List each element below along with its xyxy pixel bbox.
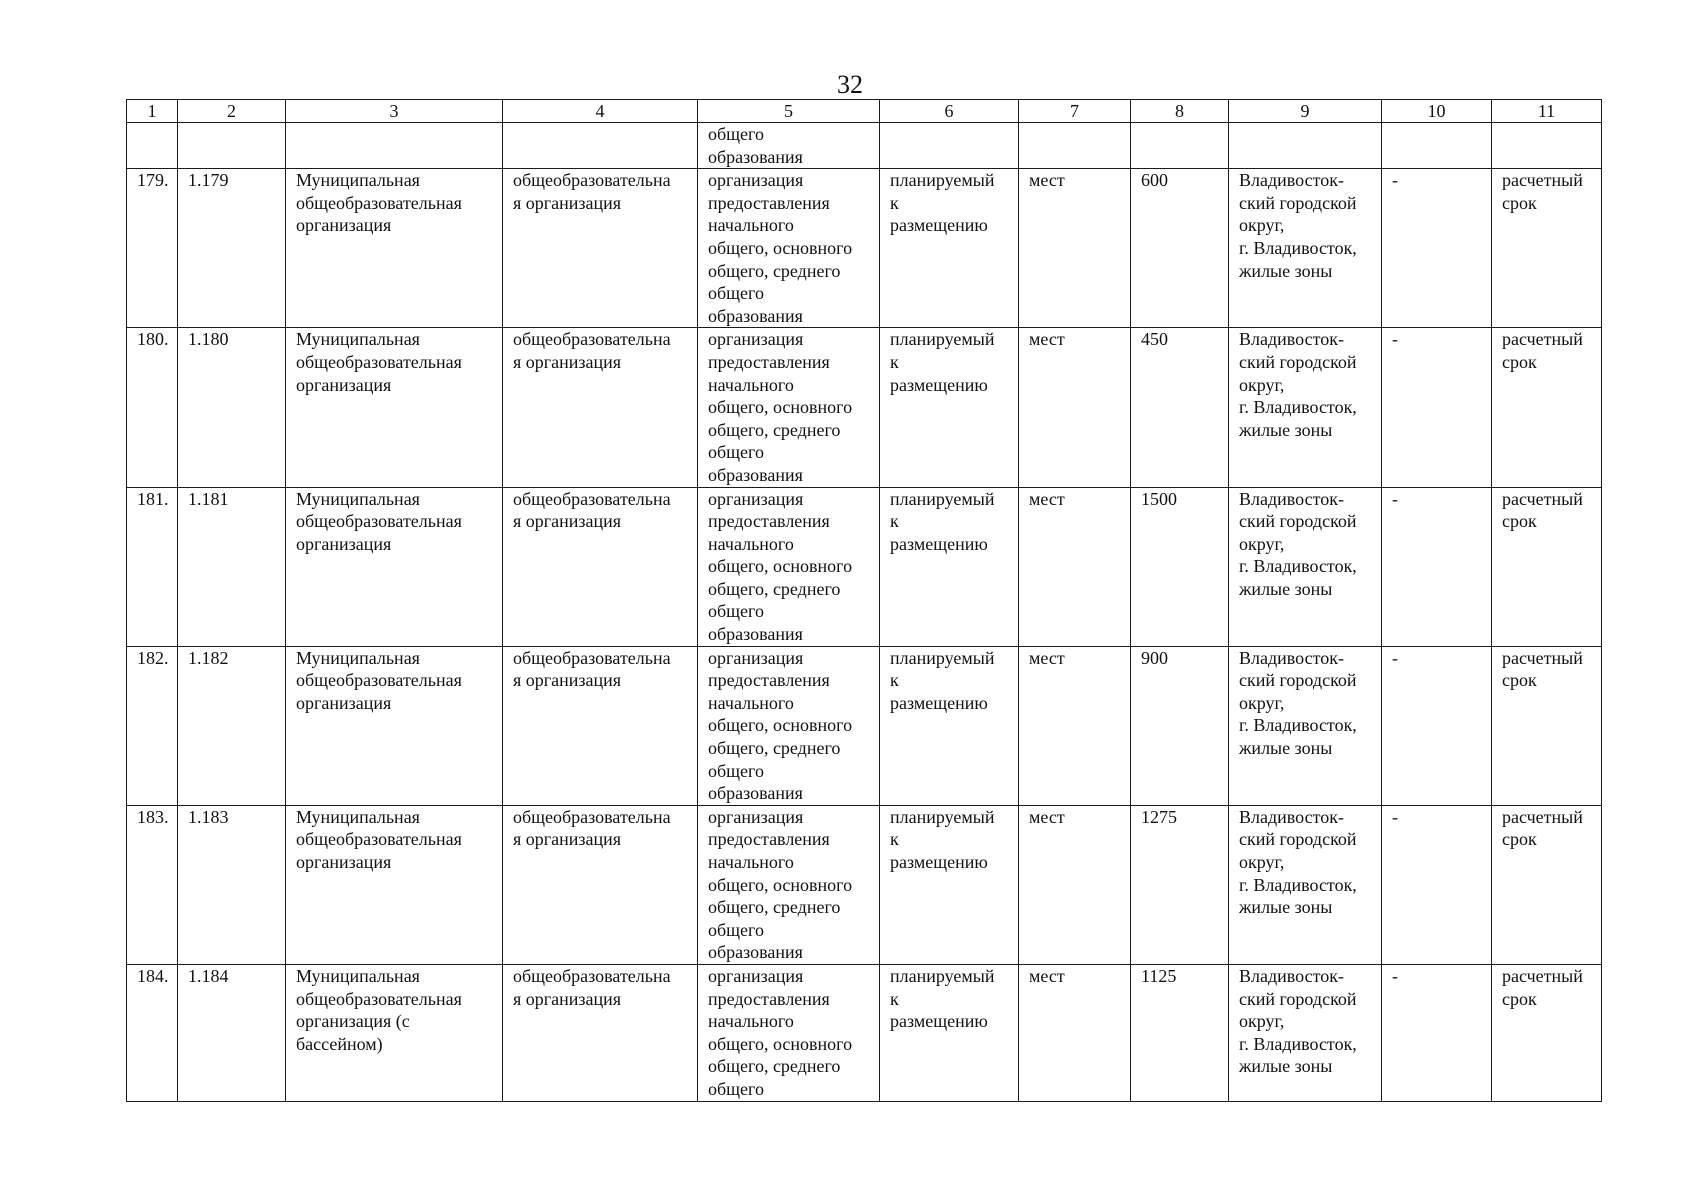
table-row xyxy=(127,805,1602,964)
object-status: планируемый к размещению xyxy=(880,487,1019,646)
column-header: 10 xyxy=(1382,100,1492,123)
object-code: 1.183 xyxy=(178,805,286,964)
column-number-header-row xyxy=(127,100,1602,123)
object-type: общеобразовательна я организация xyxy=(503,646,698,805)
object-purpose: организация предоставления начального общего, основного общего, среднего общего образования xyxy=(698,487,880,646)
row-number: 182. xyxy=(127,646,178,805)
object-name: Муниципальная общеобразовательная организация xyxy=(286,487,503,646)
object-name: Муниципальная общеобразовательная организация xyxy=(286,169,503,328)
object-type: общеобразовательна я организация xyxy=(503,964,698,1101)
object-name: Муниципальная общеобразовательная организация xyxy=(286,328,503,487)
table-row xyxy=(127,487,1602,646)
table-cell xyxy=(127,123,178,169)
implementation-term: расчетный срок xyxy=(1492,805,1602,964)
table-cell xyxy=(178,123,286,169)
table-cell xyxy=(880,123,1019,169)
column-header: 2 xyxy=(178,100,286,123)
continuation-row xyxy=(127,123,1602,169)
capacity-unit: мест xyxy=(1019,964,1131,1101)
capacity-value: 600 xyxy=(1131,169,1229,328)
page-number: 32 xyxy=(837,70,863,99)
column-header: 11 xyxy=(1492,100,1602,123)
row-number: 179. xyxy=(127,169,178,328)
object-code: 1.182 xyxy=(178,646,286,805)
implementation-term: расчетный срок xyxy=(1492,487,1602,646)
table-row xyxy=(127,646,1602,805)
capacity-unit: мест xyxy=(1019,805,1131,964)
capacity-value: 1275 xyxy=(1131,805,1229,964)
object-code: 1.184 xyxy=(178,964,286,1101)
implementation-term: расчетный срок xyxy=(1492,964,1602,1101)
zone-cell: - xyxy=(1382,805,1492,964)
object-purpose: организация предоставления начального общего, основного общего, среднего общего xyxy=(698,964,880,1101)
capacity-value: 1500 xyxy=(1131,487,1229,646)
zone-cell: - xyxy=(1382,328,1492,487)
table-cell xyxy=(1382,123,1492,169)
object-code: 1.179 xyxy=(178,169,286,328)
table-row xyxy=(127,169,1602,328)
capacity-value: 1125 xyxy=(1131,964,1229,1101)
object-status: планируемый к размещению xyxy=(880,805,1019,964)
table-cell xyxy=(286,123,503,169)
object-type: общеобразовательна я организация xyxy=(503,805,698,964)
object-code: 1.180 xyxy=(178,328,286,487)
object-status: планируемый к размещению xyxy=(880,328,1019,487)
column-header: 9 xyxy=(1229,100,1382,123)
object-purpose: организация предоставления начального общего, основного общего, среднего общего образования xyxy=(698,328,880,487)
table-cell xyxy=(1019,123,1131,169)
object-purpose: организация предоставления начального общего, основного общего, среднего общего образования xyxy=(698,169,880,328)
table-cell xyxy=(503,123,698,169)
row-number: 183. xyxy=(127,805,178,964)
object-code: 1.181 xyxy=(178,487,286,646)
table-row xyxy=(127,328,1602,487)
implementation-term: расчетный срок xyxy=(1492,646,1602,805)
object-purpose: организация предоставления начального общего, основного общего, среднего общего образования xyxy=(698,646,880,805)
implementation-term: расчетный срок xyxy=(1492,328,1602,487)
column-header: 8 xyxy=(1131,100,1229,123)
column-header: 4 xyxy=(503,100,698,123)
object-name: Муниципальная общеобразовательная организация xyxy=(286,805,503,964)
column-header: 6 xyxy=(880,100,1019,123)
object-location: Владивосток- ский городской округ, г. Владивосток, жилые зоны xyxy=(1229,805,1382,964)
row-number: 180. xyxy=(127,328,178,487)
object-location: Владивосток- ский городской округ, г. Владивосток, жилые зоны xyxy=(1229,169,1382,328)
object-name: Муниципальная общеобразовательная организация xyxy=(286,646,503,805)
object-status: планируемый к размещению xyxy=(880,964,1019,1101)
zone-cell: - xyxy=(1382,964,1492,1101)
table-cell xyxy=(1229,123,1382,169)
object-location: Владивосток- ский городской округ, г. Владивосток, жилые зоны xyxy=(1229,328,1382,487)
capacity-value: 900 xyxy=(1131,646,1229,805)
zone-cell: - xyxy=(1382,169,1492,328)
table-cell: общего образования xyxy=(698,123,880,169)
zone-cell: - xyxy=(1382,646,1492,805)
zone-cell: - xyxy=(1382,487,1492,646)
object-type: общеобразовательна я организация xyxy=(503,487,698,646)
column-header: 5 xyxy=(698,100,880,123)
facilities-table xyxy=(126,99,1602,1102)
capacity-unit: мест xyxy=(1019,169,1131,328)
implementation-term: расчетный срок xyxy=(1492,169,1602,328)
object-location: Владивосток- ский городской округ, г. Владивосток, жилые зоны xyxy=(1229,646,1382,805)
column-header: 7 xyxy=(1019,100,1131,123)
capacity-value: 450 xyxy=(1131,328,1229,487)
table-cell xyxy=(1131,123,1229,169)
table-row xyxy=(127,964,1602,1101)
column-header: 3 xyxy=(286,100,503,123)
column-header: 1 xyxy=(127,100,178,123)
capacity-unit: мест xyxy=(1019,328,1131,487)
object-status: планируемый к размещению xyxy=(880,646,1019,805)
capacity-unit: мест xyxy=(1019,487,1131,646)
object-location: Владивосток- ский городской округ, г. Владивосток, жилые зоны xyxy=(1229,964,1382,1101)
object-purpose: организация предоставления начального общего, основного общего, среднего общего образования xyxy=(698,805,880,964)
object-type: общеобразовательна я организация xyxy=(503,328,698,487)
object-location: Владивосток- ский городской округ, г. Владивосток, жилые зоны xyxy=(1229,487,1382,646)
object-status: планируемый к размещению xyxy=(880,169,1019,328)
row-number: 181. xyxy=(127,487,178,646)
row-number: 184. xyxy=(127,964,178,1101)
table-cell xyxy=(1492,123,1602,169)
object-type: общеобразовательна я организация xyxy=(503,169,698,328)
capacity-unit: мест xyxy=(1019,646,1131,805)
object-name: Муниципальная общеобразовательная организация (с бассейном) xyxy=(286,964,503,1101)
